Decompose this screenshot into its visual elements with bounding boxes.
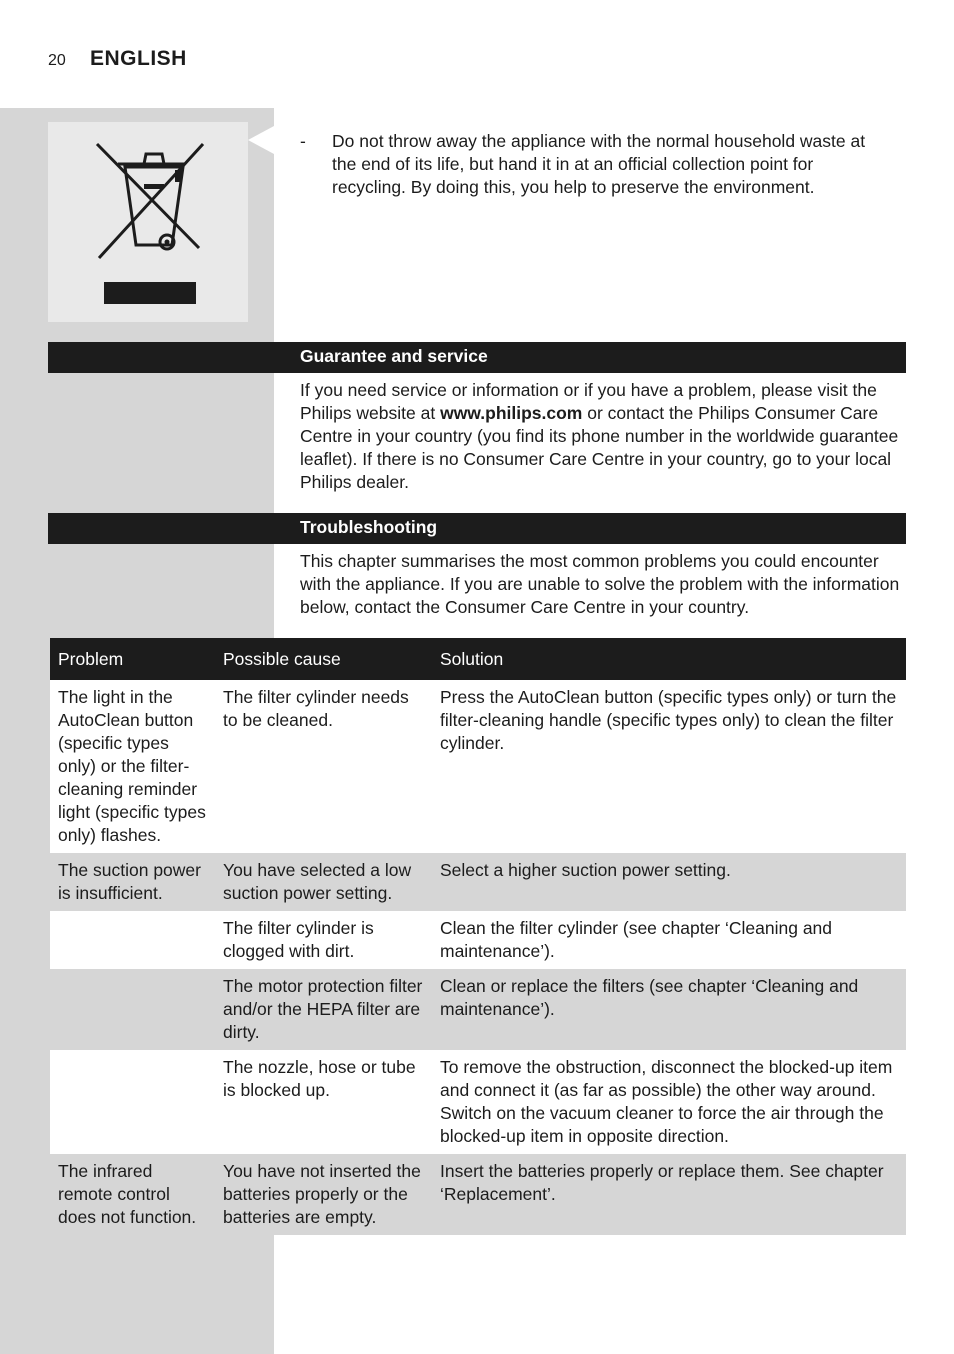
troubleshooting-heading-bar [48,513,906,544]
solution-cell: Press the AutoClean button (specific types only) or turn the filter-cleaning handle (specific types only) to clean the filter cylinder. [432,680,906,853]
problem-cell [50,911,215,969]
guarantee-text-before: If you need service or information or if you have a problem, please visit the Philips website at [300,380,877,423]
disposal-bullet [300,130,890,199]
table-row [50,853,906,911]
guarantee-heading-bar [48,342,906,373]
table-row [50,911,906,969]
cause-cell: You have selected a low suction power setting. [215,853,432,911]
column-header-problem: Problem [50,638,215,680]
troubleshooting-table [50,638,906,1235]
page-number: 20 [48,52,66,69]
solution-cell: Insert the batteries properly or replace them. See chapter ‘Replacement’. [432,1154,906,1235]
cause-cell: The filter cylinder needs to be cleaned. [215,680,432,853]
table-header-row [50,638,906,680]
bullet-dash: - [300,131,306,151]
problem-cell [50,969,215,1050]
guarantee-heading: Guarantee and service [300,346,488,366]
solution-cell: Select a higher suction power setting. [432,853,906,911]
troubleshooting-heading: Troubleshooting [300,517,438,537]
crossed-out-wheelie-bin-icon [48,122,248,322]
problem-cell: The infrared remote control does not function. [50,1154,215,1235]
cause-cell: The filter cylinder is clogged with dirt. [215,911,432,969]
philips-website-link[interactable]: www.philips.com [440,403,583,423]
table-row [50,680,906,853]
problem-cell [50,1050,215,1154]
problem-cell: The suction power is insufficient. [50,853,215,911]
callout-pointer [248,126,274,154]
language-heading: ENGLISH [90,47,187,70]
table-row [50,1050,906,1154]
cause-cell: The motor protection filter and/or the HEPA filter are dirty. [215,969,432,1050]
table-row [50,969,906,1050]
column-header-solution: Solution [432,638,906,680]
table-row [50,1154,906,1235]
solution-cell: To remove the obstruction, disconnect the blocked-up item and connect it (as far as possible) the other way around. Switch on the vacuum cleaner to force the air through the blocked-up item in opposite direction. [432,1050,906,1154]
disposal-text: Do not throw away the appliance with the normal household waste at the end of its life, but hand it in at an official collection point for recycling. By doing this, you help to preserve the environment. [332,131,866,197]
solution-cell: Clean or replace the filters (see chapter ‘Cleaning and maintenance’). [432,969,906,1050]
column-header-cause: Possible cause [215,638,432,680]
cause-cell: The nozzle, hose or tube is blocked up. [215,1050,432,1154]
guarantee-paragraph [300,379,906,494]
cause-cell: You have not inserted the batteries properly or the batteries are empty. [215,1154,432,1235]
weee-icon-panel [48,122,248,322]
problem-cell: The light in the AutoClean button (specific types only) or the filter-cleaning reminder light (specific types only) flashes. [50,680,215,853]
troubleshooting-intro: This chapter summarises the most common problems you could encounter with the appliance. If you are unable to solve the problem with the information below, contact the Consumer Care Centre in your country. [300,551,900,617]
solution-cell: Clean the filter cylinder (see chapter ‘Cleaning and maintenance’). [432,911,906,969]
guarantee-text-after: or contact the Philips Consumer Care Centre in your country (you find its phone number in the worldwide guarantee leaflet). If there is no Consumer Care Centre in your country, go to your local Philips dealer. [300,403,899,492]
